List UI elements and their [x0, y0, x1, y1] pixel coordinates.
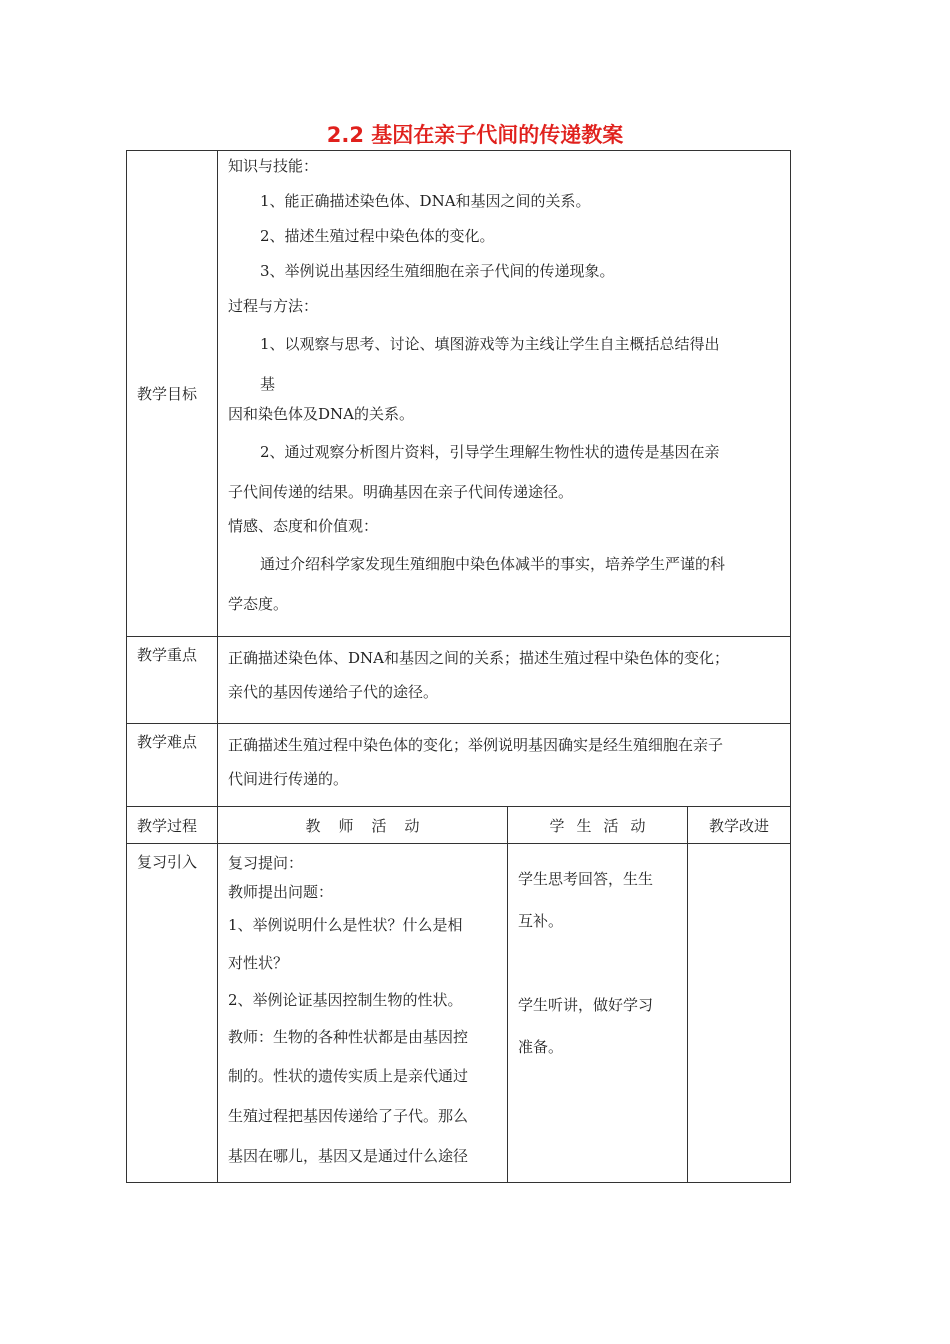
emotion-line-1: 通过介绍科学家发现生殖细胞中染色体减半的事实，培养学生严谨的科 [260, 555, 726, 573]
objectives-row [127, 151, 791, 637]
header-improvement: 教学改进 [688, 807, 791, 844]
review-student-activity [508, 844, 688, 1183]
header-student-activity-text: 学生活动 [549, 816, 658, 835]
key-points-row [127, 637, 791, 724]
emotion-line-2: 学态度。 [228, 595, 289, 613]
review-label: 复习引入 [127, 844, 218, 1183]
teacher-line-9: 基因在哪儿，基因又是通过什么途径 [228, 1147, 469, 1165]
student-line-3: 学生听讲，做好学习 [518, 996, 654, 1014]
review-teacher-activity [218, 844, 508, 1183]
header-student-activity [508, 807, 688, 844]
key-points-label: 教学重点 [127, 637, 218, 724]
header-process: 教学过程 [127, 807, 218, 844]
teacher-line-8: 生殖过程把基因传递给了子代。那么 [228, 1107, 469, 1125]
document-title: 2.2 基因在亲子代间的传递教案 [326, 123, 624, 147]
objectives-label: 教学目标 [127, 151, 218, 637]
lesson-plan-table [126, 150, 791, 1183]
key-points-line-2: 亲代的基因传递给子代的途径。 [228, 683, 439, 701]
student-line-4: 准备。 [518, 1038, 564, 1056]
header-teacher-activity-text: 教师活动 [305, 816, 438, 835]
knowledge-item-3: 3、举例说出基因经生殖细胞在亲子代间的传递现象。 [260, 262, 615, 280]
process-item-1-line-3: 因和染色体及DNA的关系。 [228, 405, 414, 423]
difficulties-row [127, 724, 791, 807]
process-header-row [127, 807, 791, 844]
student-line-2: 互补。 [518, 912, 564, 930]
review-improvement [688, 844, 791, 1183]
student-line-1: 学生思考回答，生生 [518, 870, 654, 888]
teacher-line-5: 2、举例论证基因控制生物的性状。 [228, 991, 463, 1009]
key-points-line-1: 正确描述染色体、DNA和基因之间的关系；描述生殖过程中染色体的变化； [228, 649, 729, 667]
review-row [127, 844, 791, 1183]
teacher-line-2: 教师提出问题： [228, 883, 334, 901]
difficulties-line-2: 代间进行传递的。 [228, 770, 349, 788]
objectives-content [218, 151, 791, 637]
knowledge-item-1: 1、能正确描述染色体、DNA和基因之间的关系。 [260, 192, 591, 210]
process-item-2-line-2: 子代间传递的结果。明确基因在亲子代间传递途径。 [228, 483, 574, 501]
key-points-content [218, 637, 791, 724]
process-item-1-line-2: 基 [260, 375, 276, 393]
header-teacher-activity [218, 807, 508, 844]
knowledge-item-2: 2、描述生殖过程中染色体的变化。 [260, 227, 495, 245]
teacher-line-1: 复习提问： [228, 854, 304, 872]
difficulties-label: 教学难点 [127, 724, 218, 807]
teacher-line-3: 1、举例说明什么是性状？什么是相 [228, 916, 463, 934]
emotion-heading: 情感、态度和价值观： [228, 517, 379, 535]
process-item-2-line-1: 2、通过观察分析图片资料，引导学生理解生物性状的遗传是基因在亲 [260, 443, 720, 461]
difficulties-content [218, 724, 791, 807]
process-item-1-line-1: 1、以观察与思考、讨论、填图游戏等为主线让学生自主概括总结得出 [260, 335, 720, 353]
difficulties-line-1: 正确描述生殖过程中染色体的变化；举例说明基因确实是经生殖细胞在亲子 [228, 736, 724, 754]
process-heading: 过程与方法： [228, 297, 319, 315]
teacher-line-6: 教师：生物的各种性状都是由基因控 [228, 1028, 469, 1046]
teacher-line-7: 制的。性状的遗传实质上是亲代通过 [228, 1067, 469, 1085]
knowledge-heading: 知识与技能： [228, 157, 319, 175]
teacher-line-4: 对性状？ [228, 954, 289, 972]
